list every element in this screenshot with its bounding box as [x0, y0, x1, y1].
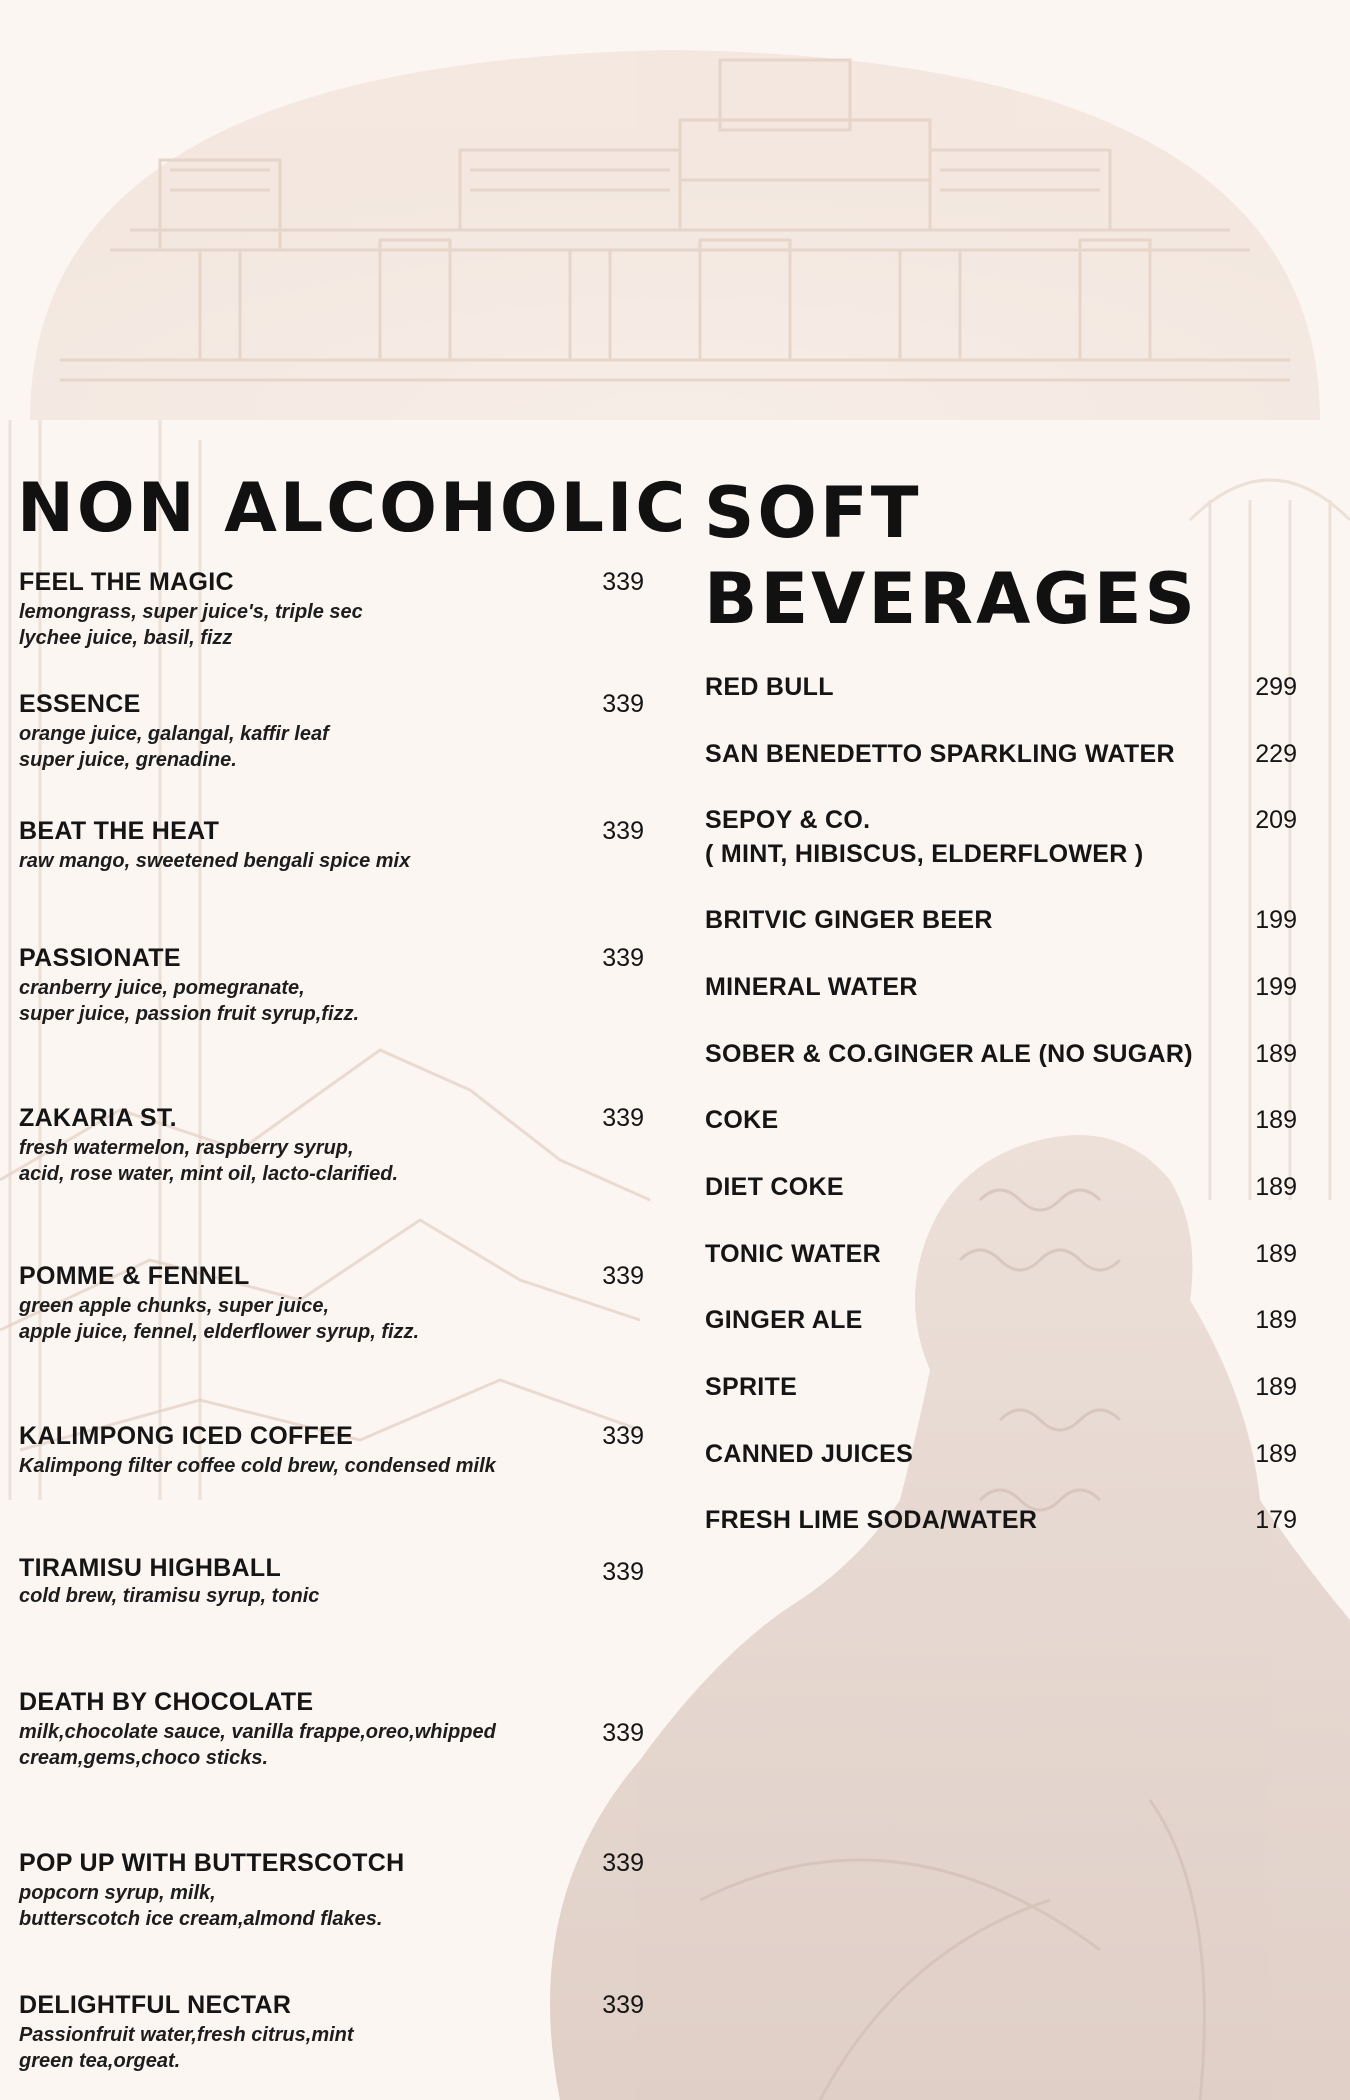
item-price: 339	[602, 1991, 644, 2019]
item-price: 199	[1255, 973, 1297, 1001]
description-line: super juice, grenadine.	[19, 749, 237, 771]
description-line: apple juice, fennel, elderflower syrup, fizz.	[19, 1321, 420, 1343]
item-price: 339	[602, 690, 644, 718]
item-price: 199	[1255, 906, 1297, 934]
item-name: BEAT THE HEAT	[19, 817, 220, 845]
non-alcoholic-heading: NON ALCOHOLIC	[17, 469, 689, 548]
description-line: cold brew, tiramisu syrup, tonic	[19, 1585, 320, 1607]
item-price: 339	[602, 1422, 644, 1450]
item-price: 339	[602, 817, 644, 845]
item-price: 189	[1255, 1306, 1297, 1334]
item-name: DIET COKE	[705, 1173, 844, 1201]
description-line: orange juice, galangal, kaffir leaf	[19, 723, 329, 745]
item-description	[19, 848, 564, 874]
item-name: FRESH LIME SODA/WATER	[705, 1506, 1038, 1534]
item-price: 189	[1255, 1240, 1297, 1268]
description-line: super juice, passion fruit syrup,fizz.	[19, 1003, 360, 1025]
item-price: 209	[1255, 806, 1297, 834]
description-line: green tea,orgeat.	[19, 2050, 181, 2072]
item-price: 229	[1255, 740, 1297, 768]
item-price: 299	[1255, 673, 1297, 701]
item-name: RED BULL	[705, 673, 834, 701]
soft-beverages-heading	[704, 470, 1224, 642]
item-price: 339	[602, 1719, 644, 1747]
item-name: DELIGHTFUL NECTAR	[19, 1991, 292, 2019]
item-name: ESSENCE	[19, 690, 141, 718]
item-name: COKE	[705, 1106, 779, 1134]
description-line: green apple chunks, super juice,	[19, 1295, 330, 1317]
description-line: fresh watermelon, raspberry syrup,	[19, 1137, 354, 1159]
item-name: POMME & FENNEL	[19, 1262, 250, 1290]
item-price: 189	[1255, 1373, 1297, 1401]
item-name: MINERAL WATER	[705, 973, 918, 1001]
item-description	[19, 1583, 564, 1609]
description-line: raw mango, sweetened bengali spice mix	[19, 850, 411, 872]
item-description	[19, 975, 564, 1027]
item-price: 339	[602, 944, 644, 972]
item-name: TIRAMISU HIGHBALL	[19, 1554, 282, 1582]
item-name: BRITVIC GINGER BEER	[705, 906, 993, 934]
item-description	[19, 721, 564, 773]
item-name: ZAKARIA ST.	[19, 1104, 177, 1132]
item-price: 189	[1255, 1106, 1297, 1134]
item-name: CANNED JUICES	[705, 1440, 914, 1468]
item-price: 339	[602, 1849, 644, 1877]
item-description	[19, 2022, 564, 2074]
item-price: 339	[602, 568, 644, 596]
item-name: SPRITE	[705, 1373, 798, 1401]
item-name: KALIMPONG ICED COFFEE	[19, 1422, 354, 1450]
heading-line: BEVERAGES	[704, 558, 1198, 640]
description-line: lychee juice, basil, fizz	[19, 627, 233, 649]
item-name: POP UP WITH BUTTERSCOTCH	[19, 1849, 405, 1877]
item-description	[19, 1135, 564, 1187]
item-name: SOBER & CO.GINGER ALE (NO SUGAR)	[705, 1040, 1193, 1068]
description-line: cranberry juice, pomegranate,	[19, 977, 305, 999]
description-line: Passionfruit water,fresh citrus,mint	[19, 2024, 354, 2046]
item-description	[19, 599, 564, 651]
item-price: 339	[602, 1104, 644, 1132]
description-line: milk,chocolate sauce, vanilla frappe,oreo,whipped	[19, 1721, 496, 1743]
description-line: lemongrass, super juice's, triple sec	[19, 601, 363, 623]
item-name: SEPOY & CO. ( MINT, HIBISCUS, ELDERFLOWER )	[705, 806, 1144, 868]
item-price: 339	[602, 1262, 644, 1290]
item-name: GINGER ALE	[705, 1306, 863, 1334]
item-name: TONIC WATER	[705, 1240, 881, 1268]
item-price: 189	[1255, 1040, 1297, 1068]
item-name: FEEL THE MAGIC	[19, 568, 234, 596]
item-name: PASSIONATE	[19, 944, 181, 972]
description-line: popcorn syrup, milk,	[19, 1882, 216, 1904]
item-description	[19, 1880, 564, 1932]
item-name: DEATH BY CHOCOLATE	[19, 1688, 314, 1716]
description-line: butterscotch ice cream,almond flakes.	[19, 1908, 383, 1930]
item-description	[19, 1719, 564, 1771]
item-price: 179	[1255, 1506, 1297, 1534]
item-description	[19, 1453, 564, 1479]
item-description	[19, 1293, 564, 1345]
description-line: acid, rose water, mint oil, lacto-clarified.	[19, 1163, 399, 1185]
item-name: SAN BENEDETTO SPARKLING WATER	[705, 740, 1175, 768]
description-line: Kalimpong filter coffee cold brew, condensed milk	[19, 1455, 496, 1477]
item-price: 189	[1255, 1173, 1297, 1201]
heading-line: SOFT	[704, 472, 922, 554]
description-line: cream,gems,choco sticks.	[19, 1747, 269, 1769]
item-price: 339	[602, 1558, 644, 1586]
item-price: 189	[1255, 1440, 1297, 1468]
